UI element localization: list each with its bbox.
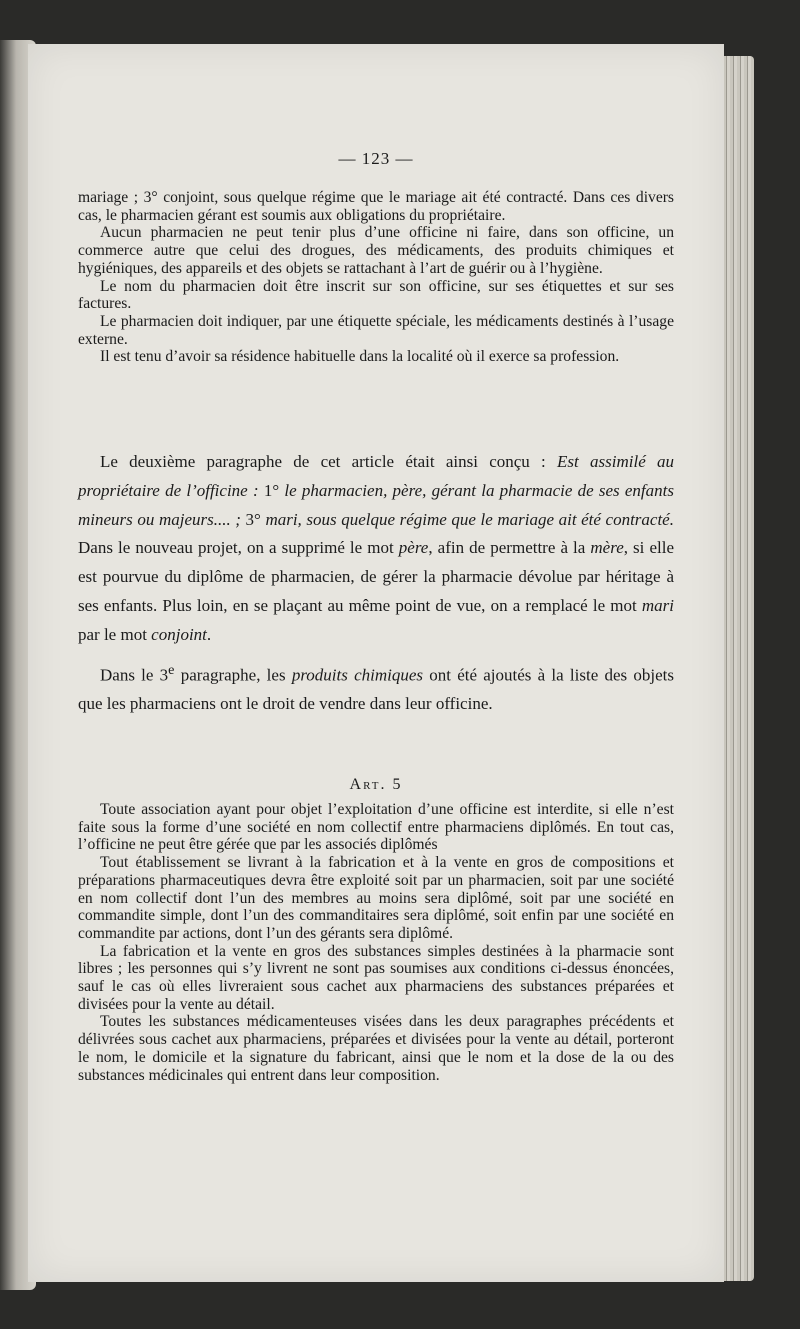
page-number: — 123 — [338, 149, 414, 168]
article-heading: Art. 5 [349, 776, 403, 793]
paragraph: Tout établissement se livrant à la fabrication et à la vente en gros de compositions et préparations pharmaceutiques devra être exploité soit par un pharmacien, soit par une société en nom collectif dont l’un des membres au moins sera diplômé, soit par une société en commandite simple, dont l’un des commanditaires sera diplômé, soit enfin par une société en commandite par actions, dont l’un des gérants sera diplômé. [78, 854, 674, 942]
paragraph: Toute association ayant pour objet l’exploitation d’une officine est interdite, si elle n’est faite sous la forme d’une société en nom collectif entre pharmaciens diplômés. En tout cas, l’officine ne peut être gérée que par les associés diplômés [78, 801, 674, 854]
commentary-paragraph-1: Le deuxième paragraphe de cet article était ainsi conçu : Est assimilé au propriétaire de l’officine : 1° le pharmacien, père, gérant la pharmacie de ses enfants mineurs ou majeurs.... ; 3° mari, sous quelque régime que le mariage ait été contracté. Dans le nouveau projet, on a supprimé le mot père, afin de permettre à la mère, si elle est pourvue du diplôme de pharmacien, de gérer la pharmacie dévolue par héritage à ses enfants. Plus loin, en se plaçant au même point de vue, on a remplacé le mot mari par le mot conjoint. [78, 452, 674, 644]
paragraph: La fabrication et la vente en gros des substances simples destinées à la pharmacie sont libres ; les personnes qui s’y livrent ne sont pas soumises aux conditions ci-dessus énoncées, sauf le cas où elles livreraient sous cachet aux pharmaciens des substances préparées et divisées pour la vente au détail. [78, 942, 674, 1013]
paragraph: Toutes les substances médicamenteuses visées dans les deux paragraphes précédents et délivrées sous cachet aux pharmaciens, préparées et divisées pour la vente au détail, porteront le nom, le domicile et la signature du fabricant, ainsi que le nom et la dose de la ou des substances médicinales qui entrent dans leur composition. [78, 1013, 674, 1084]
paragraph: mariage ; 3° conjoint, sous quelque régime que le mariage ait été contracté. Dans ces divers cas, le pharmacien gérant est soumis aux obligations du propriétaire. [78, 189, 674, 224]
section-1-text [78, 189, 674, 366]
paragraph: Il est tenu d’avoir sa résidence habituelle dans la localité où il exerce sa profession. [100, 348, 620, 366]
paragraph: Le nom du pharmacien doit être inscrit sur son officine, sur ses étiquettes et sur ses factures. [78, 277, 674, 313]
paragraph: Le pharmacien doit indiquer, par une étiquette spéciale, les médicaments destinés à l’usage externe. [78, 312, 674, 348]
commentary-paragraph-2: Dans le 3e paragraphe, les produits chimiques ont été ajoutés à la liste des objets que les pharmaciens ont le droit de vendre dans leur officine. [78, 661, 674, 714]
book-page [28, 44, 724, 1282]
paragraph: Aucun pharmacien ne peut tenir plus d’une officine ni faire, dans son officine, un commerce autre que celui des drogues, des médicaments, des produits chimiques et hygiéniques, des appareils et des objets se rattachant à l’art de guérir ou à l’hygiène. [78, 224, 674, 277]
commentary [78, 448, 674, 719]
article-5-text [78, 801, 674, 1084]
